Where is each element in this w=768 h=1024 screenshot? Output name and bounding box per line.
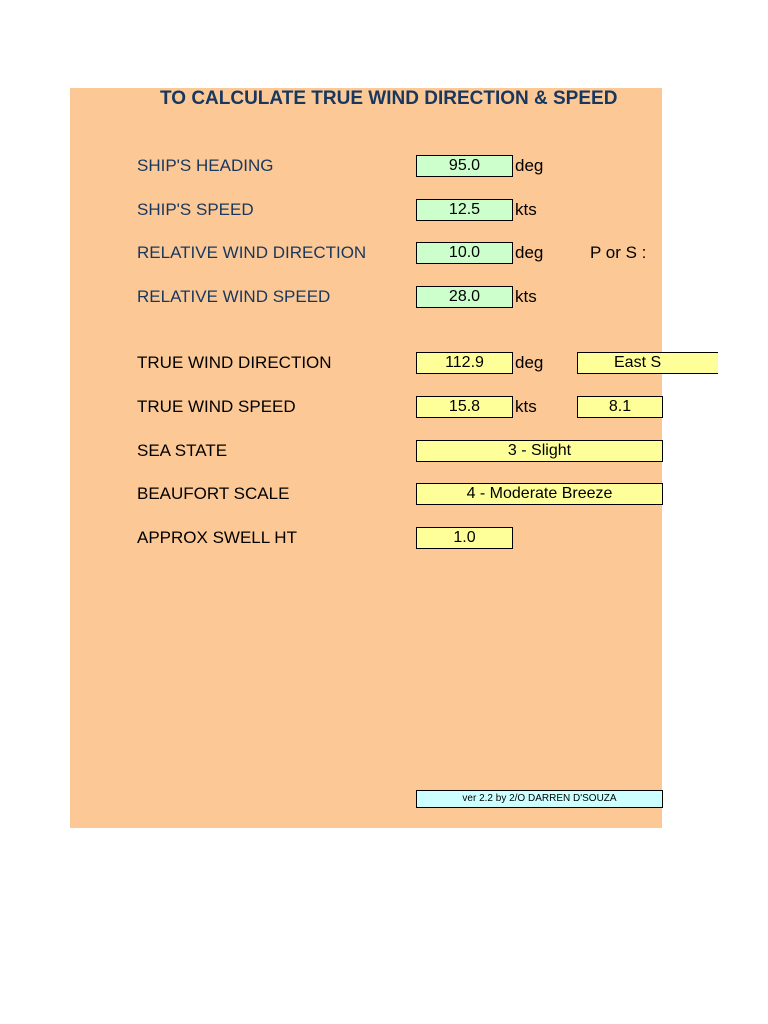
relative-wind-speed-unit: kts xyxy=(515,287,537,306)
true-wind-direction-unit: deg xyxy=(515,353,544,372)
ships-speed-unit: kts xyxy=(515,200,537,219)
ships-heading-label: SHIP'S HEADING xyxy=(137,156,274,175)
relative-wind-speed-input[interactable]: 28.0 xyxy=(416,286,513,308)
sea-state-label: SEA STATE xyxy=(137,441,228,460)
swell-height-label: APPROX SWELL HT xyxy=(137,528,297,547)
true-wind-speed-unit: kts xyxy=(515,397,537,416)
beaufort-scale-label: BEAUFORT SCALE xyxy=(137,484,290,503)
ships-speed-label: SHIP'S SPEED xyxy=(137,200,254,219)
relative-wind-speed-label: RELATIVE WIND SPEED xyxy=(137,287,331,306)
relative-wind-direction-unit: deg xyxy=(515,243,544,262)
page-title: TO CALCULATE TRUE WIND DIRECTION & SPEED xyxy=(160,88,618,109)
ships-speed-input[interactable]: 12.5 xyxy=(416,199,513,221)
relative-wind-direction-input[interactable]: 10.0 xyxy=(416,242,513,264)
true-wind-direction-value: 112.9 xyxy=(416,352,513,374)
beaufort-scale-value: 4 - Moderate Breeze xyxy=(416,483,663,505)
sea-state-value: 3 - Slight xyxy=(416,440,663,462)
version-credit: ver 2.2 by 2/O DARREN D'SOUZA xyxy=(416,790,663,808)
true-wind-speed-value: 15.8 xyxy=(416,396,513,418)
true-wind-direction-label: TRUE WIND DIRECTION xyxy=(137,353,332,372)
ships-heading-input[interactable]: 95.0 xyxy=(416,155,513,177)
true-wind-compass-value: East S xyxy=(577,352,718,374)
ships-heading-unit: deg xyxy=(515,156,544,175)
true-wind-speed-alt-value: 8.1 xyxy=(577,396,663,418)
port-or-starboard-label: P or S : xyxy=(590,243,647,262)
true-wind-speed-label: TRUE WIND SPEED xyxy=(137,397,296,416)
swell-height-value: 1.0 xyxy=(416,527,513,549)
relative-wind-direction-label: RELATIVE WIND DIRECTION xyxy=(137,243,367,262)
